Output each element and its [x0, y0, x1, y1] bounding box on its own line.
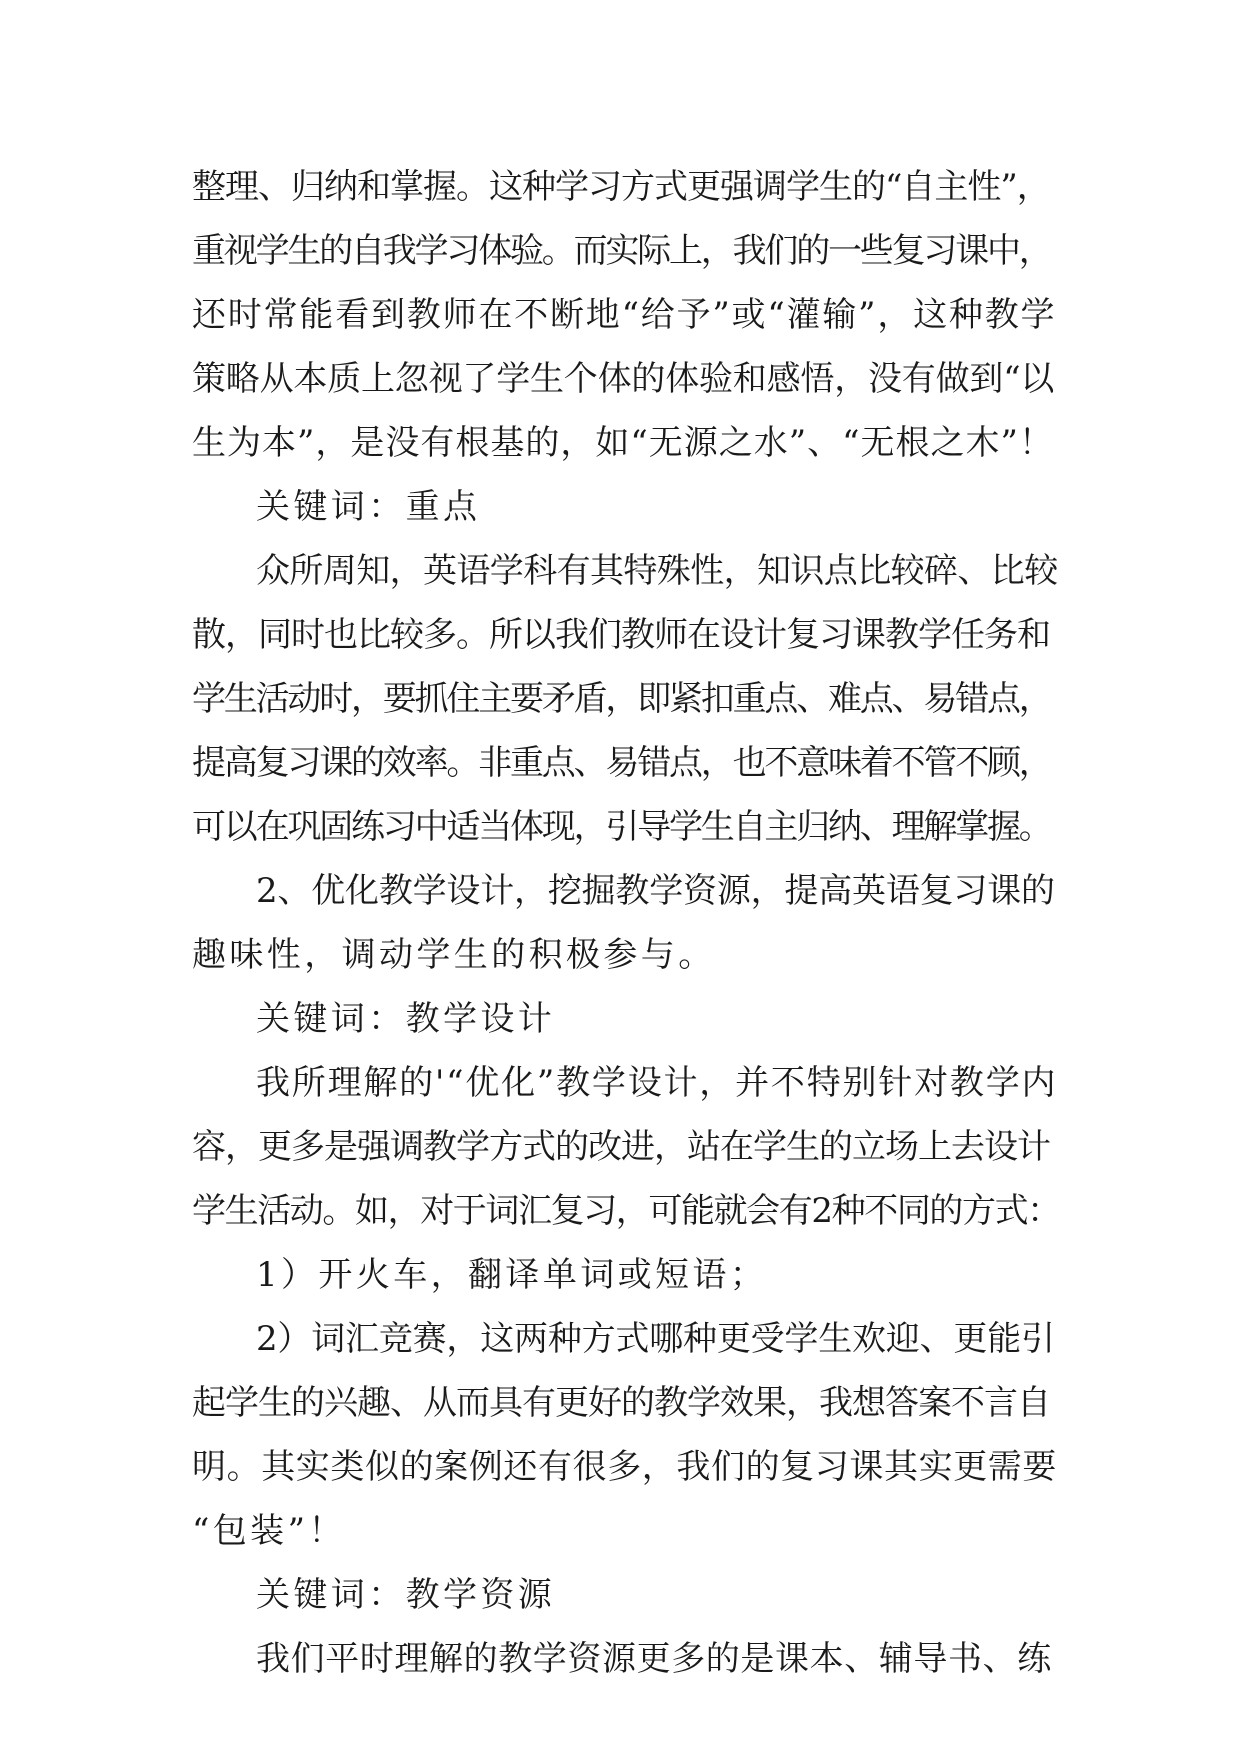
keyword-heading: 关键词：教学设计 [256, 999, 556, 1039]
text-line: 还时常能看到教师在不断地“给予”或“灌输”，这种教学 [192, 295, 1057, 335]
text-line: 学生活动时，要抓住主要矛盾，即紧扣重点、难点、易错点， [192, 679, 1051, 719]
text-line: 容，更多是强调教学方式的改进，站在学生的立场上去设计 [192, 1127, 1050, 1167]
text-line: 学生活动。如，对于词汇复习，可能就会有2种不同的方式： [192, 1191, 1060, 1231]
list-item: 1）开火车，翻译单词或短语； [256, 1255, 768, 1295]
keyword-heading: 关键词：重点 [256, 487, 481, 527]
list-item: 2）词汇竞赛，这两种方式哪种更受学生欢迎、更能引 [256, 1319, 1055, 1359]
text-line: 策略从本质上忽视了学生个体的体验和感悟，没有做到“以 [192, 359, 1055, 399]
text-line: “包装”！ [192, 1511, 346, 1551]
text-line: 起学生的兴趣、从而具有更好的教学效果，我想答案不言自 [192, 1383, 1050, 1423]
keyword-heading: 关键词：教学资源 [256, 1575, 556, 1615]
paragraph-start: 我们平时理解的教学资源更多的是课本、辅导书、练 [256, 1639, 1052, 1679]
text-line: 提高复习课的效率。非重点、易错点，也不意味着不管不顾， [192, 743, 1051, 783]
text-line: 可以在巩固练习中适当体现，引导学生自主归纳、理解掌握。 [192, 807, 1051, 847]
section-heading: 2、优化教学设计，挖掘教学资源，提高英语复习课的 [256, 871, 1055, 911]
text-line: 生为本”，是没有根基的，如“无源之水”、“无根之木”！ [192, 423, 1054, 463]
text-line: 整理、归纳和掌握。这种学习方式更强调学生的“自主性”， [192, 167, 1050, 207]
text-line: 散，同时也比较多。所以我们教师在设计复习课教学任务和 [192, 615, 1050, 655]
paragraph-start: 我所理解的'“优化”教学设计，并不特别针对教学内 [256, 1063, 1058, 1103]
paragraph-start: 众所周知，英语学科有其特殊性，知识点比较碎、比较 [256, 551, 1058, 591]
text-line: 重视学生的自我学习体验。而实际上，我们的一些复习课中， [192, 231, 1051, 271]
text-line: 趣味性，调动学生的积极参与。 [192, 935, 716, 975]
text-line: 明。其实类似的案例还有很多，我们的复习课其实更需要 [192, 1447, 1057, 1487]
